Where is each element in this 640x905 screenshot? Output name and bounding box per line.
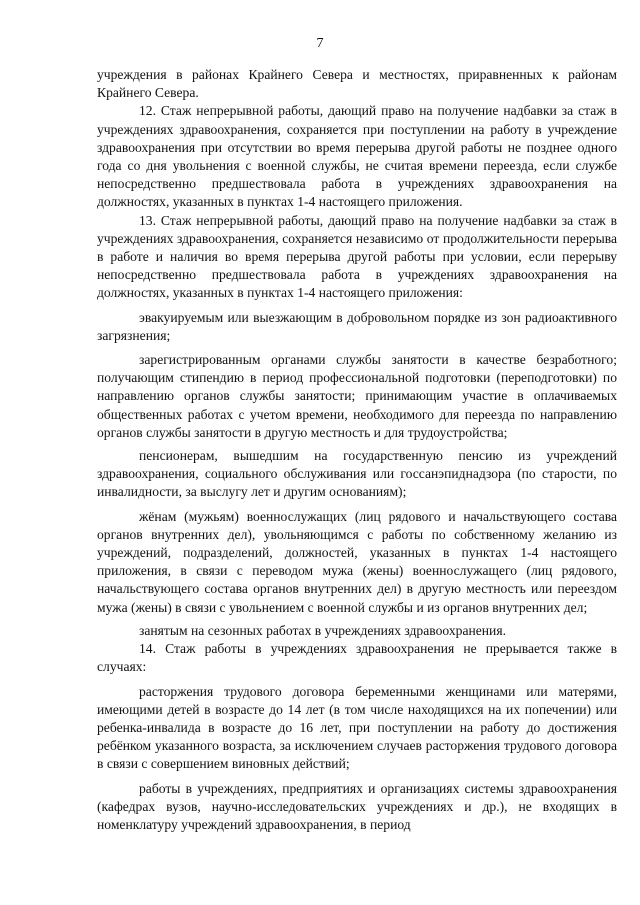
list-item-evacuated: эвакуируемым или выезжающим в добровольном порядке из зон радиоактивного загрязнения; bbox=[97, 309, 617, 343]
document-body bbox=[97, 66, 617, 834]
paragraph-item-14: 14. Стаж работы в учреждениях здравоохранения не прерывается также в случаях: bbox=[97, 641, 617, 675]
paragraph-item-13: 13. Стаж непрерывной работы, дающий право на получение надбавки за стаж в учреждениях здравоохранения, сохраняется независимо от продолжительности перерыва в работе и наличия во время перерыва другой работы при условии, если перерыву непосредственно предшествовала работа в учреждениях здравоохранения на должностях, указанных в пунктах 1-4 настоящего приложения: bbox=[97, 212, 617, 301]
list-item-health-system-work: работы в учреждениях, предприятиях и организациях системы здравоохранения (кафедрах вузов, научно-исследовательских учреждениях и др.), не входящих в номенклатуру учреждений здравоохранения, в период bbox=[97, 780, 617, 832]
list-item-military-spouses: жёнам (мужьям) военнослужащих (лиц рядового и начальствующего состава органов внутренних дел), увольняющимся с работы по собственному желанию из учреждений, подразделений, должностей, указанных в пунктах 1-4 настоящего приложения, в связи с переводом мужа (жены) военнослужащего (лиц рядового, начальствующего состава органов внутренних дел) в другую местность или переездом мужа (жены) в связи с увольнением с военной службы и из органов внутренних дел; bbox=[97, 508, 617, 615]
paragraph-continuation: учреждения в районах Крайнего Севера и местностях, приравненных к районам Крайнего Севера. bbox=[97, 67, 617, 101]
paragraph-item-12: 12. Стаж непрерывной работы, дающий право на получение надбавки за стаж в учреждениях здравоохранения, сохраняется при поступлении на работу в учреждение здравоохранения при отсутствии во время перерыва другой работы не позднее одного года со дня увольнения с военной службы, не считая времени переезда, если службе непосредственно предшествовала работа в учреждениях здравоохранения на должностях, указанных в пунктах 1-4 настоящего приложения. bbox=[97, 103, 617, 210]
list-item-contract-termination: расторжения трудового договора беременными женщинами или матерями, имеющими детей в возрасте до 14 лет (в том числе находящихся на их попечении) или ребенка-инвалида в возрасте до 16 лет, при поступлении на работу до достижения ребёнком указанного возраста, за исключением случаев расторжения трудового договора в связи с совершением виновных действий; bbox=[97, 683, 617, 772]
page-number: 7 bbox=[316, 36, 324, 51]
list-item-pensioners: пенсионерам, вышедшим на государственную пенсию из учреждений здравоохранения, социального обслуживания или госсанэпиднадзора (по старости, по инвалидности, за выслугу лет и другим основаниям); bbox=[97, 448, 617, 500]
list-item-seasonal-work: занятым на сезонных работах в учреждениях здравоохранения. bbox=[139, 622, 506, 638]
list-item-unemployed: зарегистрированным органами службы занятости в качестве безработного; получающим стипендию в период профессиональной подготовки (переподготовки) по направлению органов службы занятости; принимающим участие в оплачиваемых общественных работах с учетом времени, необходимого для переезда по направлению органов службы занятости в другую местность и для трудоустройства; bbox=[97, 352, 617, 440]
